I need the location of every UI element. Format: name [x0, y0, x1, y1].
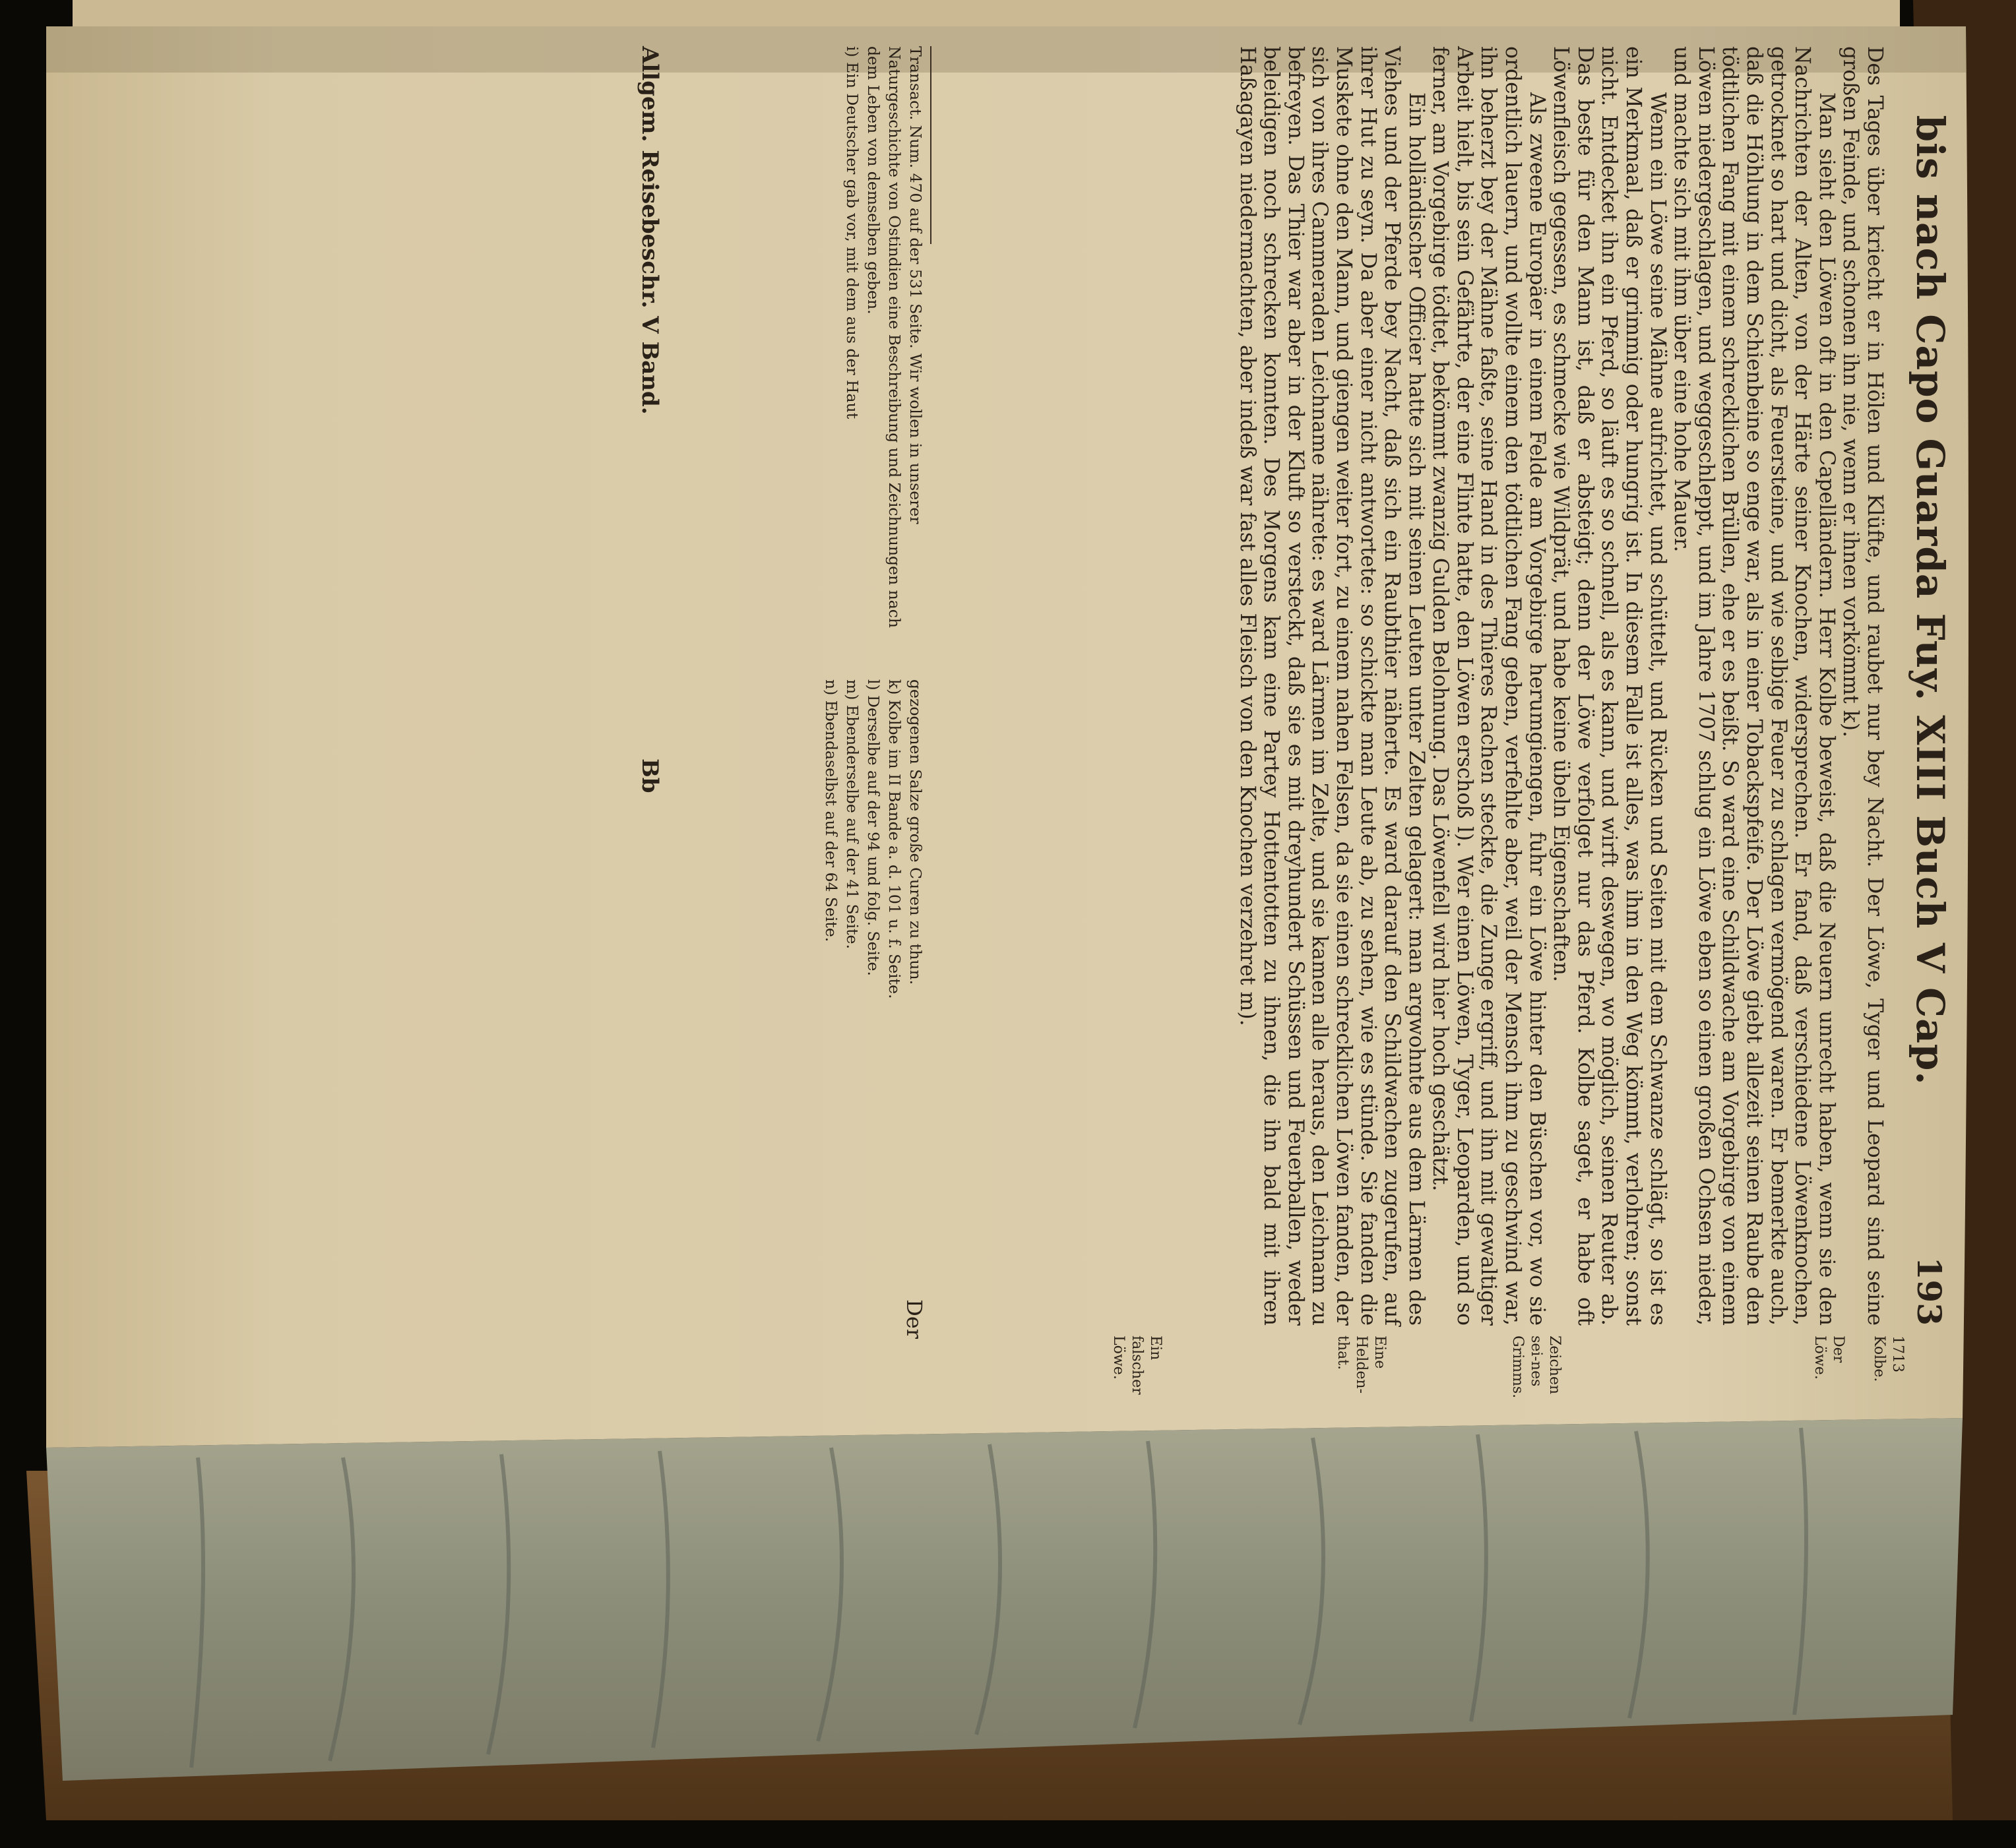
margin-note-lion: Der Löwe.	[1811, 1336, 1846, 1380]
signature-mark: Bb	[637, 758, 663, 793]
paragraph: Wenn ein Löwe seine Mähne aufrichtet, und schüttelt, und Rücken und Seiten mit dem Schwanze schlägt, so ist es ein Merkmaal, daß er grimmig oder hungrig ist. In diesem Falle ist alles, was ihm in den Weg kömmt, verlohren; sonst nicht. Entdecket ihn ein Pferd, so läuft es so schnell, als es kann, und wirft deswegen, wo möglich, seinen Reuter ab. Das beste für den Mann ist, daß er absteigt; denn der Löwe verfolget nur das Pferd. Kolbe saget, er habe oft Löwenfleisch gegessen, es schmecke wie Wildprät, und habe keine übeln Eigenschaften.	[1549, 46, 1670, 1326]
footnotes-right-column	[821, 679, 926, 1273]
paragraph: Des Tages über kriecht er in Hölen und Klüfte, und raubet nur bey Nacht. Der Löwe, Tyger und Leopard sind seine großen Feinde, und schonen ihn nie, wenn er ihnen vorkömmt k).	[1839, 46, 1887, 1326]
catchword: Der	[902, 1299, 927, 1339]
footnote: gezogenen Salze große Curen zu thun.	[906, 679, 925, 985]
page-number: 193	[1910, 1256, 1949, 1326]
footnote: k) Kolbe im II Bande a. d. 101 u. f. Seite.	[885, 679, 904, 999]
paragraph: Ein holländischer Officier hatte sich mit seinen Leuten unter Zelten gelagert: man argwohnte aus dem Lärmen des Viehes und der Pferde bey Nacht, daß sich ein Raubthier näherte. Es ward darauf den Schildwachen zugerufen, auf ihrer Hut zu seyn. Da aber einer nicht antwortete: so schickte man Leute ab, zu sehen, wie es stünde. Sie fanden die Muskete ohne den Mann, und giengen weiter fort, zu einem nahen Felsen, da sie einen schrecklichen Löwen fanden, der sich von ihres Cammeraden Leichname nährete: es ward Lärmen im Zelte, und sie kamen alle heraus, den Leichnam zu befreyen. Das Thier war aber in der Kluft so versteckt, daß sie es mit dreyhundert Schüssen und Feuerballen, weder beleidigen noch schrecken konnten. Des Morgens kam eine Parteу Hottentotten zu ihnen, die ihn bald mit ihren Haßagayen niedermachten, aber indeß war fast alles Fleisch von den Knochen verzehret m).	[1235, 46, 1428, 1326]
margin-note-false-lion: Ein falscher Löwe.	[1110, 1336, 1164, 1395]
page-header-title: bis nach Capo Guarda Fuy. XIII Buch V Cap.	[1908, 115, 1953, 1086]
signature-line	[623, 46, 663, 1273]
signature-title: Allgem. Reisebeschr. V Band.	[637, 46, 663, 415]
margin-note-year: 1713 Kolbe.	[1871, 1336, 1906, 1382]
footnote: i) Ein Deutscher gab vor, mit dem aus der Haut	[843, 46, 862, 419]
footnote: l) Derselbe auf der 94 und folg. Seite.	[864, 679, 883, 976]
facing-page-edge	[73, 0, 1900, 26]
margin-note-heldenthat: Eine Helden-that.	[1335, 1336, 1388, 1394]
margin-note-grimm: Zeichen sei-nes Grimms.	[1509, 1336, 1563, 1399]
printed-page	[369, 46, 1953, 1405]
footnote: n) Ebendaselbst auf der 64 Seite.	[822, 679, 840, 942]
paragraph: Als zweene Europäer in einem Felde am Vorgebirge herumgiengen, fuhr ein Löwe hinter den Büschen vor, wo sie ordentlich lauern, und wollte einem den tödtlichen Fang geben, verfehlte aber, weil der Mensch ihm zu geschwind war, ihn beherzt bey der Mähne faßte, seine Hand in des Thieres Rachen steckte, die Zunge ergriff, und ihn mit gewaltiger Arbeit hielt, bis sein Gefährte, der eine Flinte hatte, den Löwen erschoß l). Wer einen Löwen, Tyger, Leoparden, und so ferner, am Vorgebirge tödtet, bekömmt zwanzig Gulden Belohnung. Das Löwenfell wird hier hoch geschätzt.	[1428, 46, 1549, 1326]
footnote: Transact. Num. 470 auf der 531 Seite. Wir wollen in unserer Naturgeschichte von Ostindien eine Beschreibung und Zeichnungen nach dem Leben von demselben geben.	[864, 46, 925, 629]
body-text	[1235, 46, 1887, 1326]
footnote: m) Ebenderselbe auf der 41 Seite.	[843, 679, 862, 949]
paragraph: Man sieht den Löwen oft in den Capelländern. Herr Kolbe beweist, daß die Neuern unrecht haben, wenn sie den Nachrichten der Alten, von der Härte seiner Knochen, widersprechen. Er fand, daß verschiedene Löwenknochen, getrocknet so hart und dicht, als Feuersteine, und wie selbige Feuer zu schlagen vermögend waren. Er bemerkte auch, daß die Höhlung in dem Schienbeine so enge war, als in einer Tobackspfeife. Der Löwe giebt allezeit seinen Raube den tödtlichen Fang mit einem schrecklichen Brüllen, ehe er es beißt. So ward eine Schildwache am Vorgebirge von einem Löwen niedergeschlagen, und weggeschleppt, und im Jahre 1707 schlug ein Löwe eben so einen großen Ochsen nieder, und machte sich mit ihm über eine hohe Mauer.	[1670, 46, 1839, 1326]
running-head	[1900, 46, 1953, 1326]
footnote-rule	[930, 46, 931, 244]
footnotes-left-column	[842, 46, 926, 640]
